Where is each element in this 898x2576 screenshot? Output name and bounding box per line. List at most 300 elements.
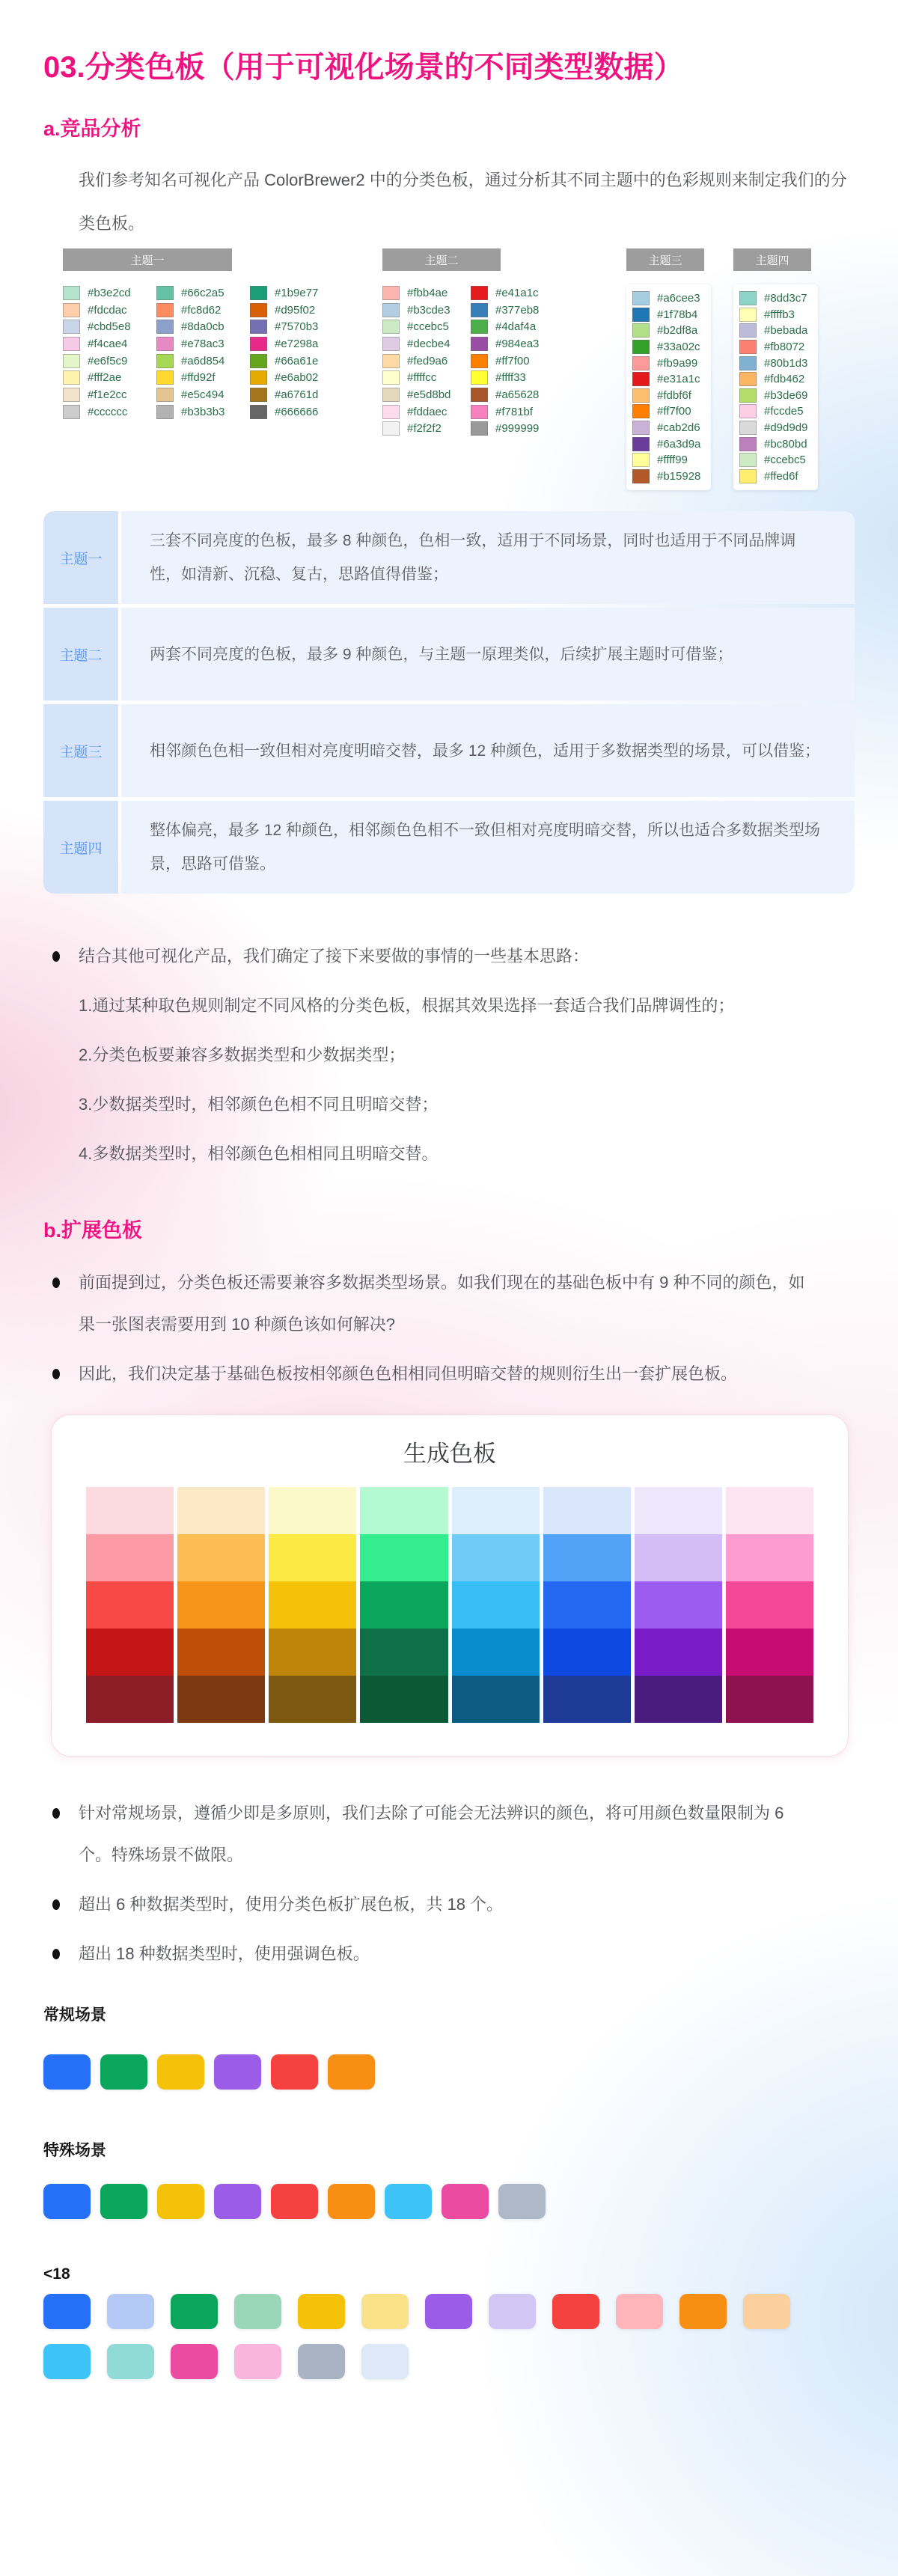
table-row-label: 主题四 (43, 801, 118, 894)
color-swatch (739, 453, 757, 467)
generated-palette-column (543, 1487, 631, 1723)
color-swatch (156, 370, 174, 385)
hex-label: #ffff33 (495, 371, 526, 385)
color-cell (360, 1676, 448, 1723)
color-swatch (43, 2344, 91, 2379)
hex-label: #fdb462 (764, 373, 805, 386)
color-swatch (100, 2184, 147, 2219)
palette-swatch-row (63, 403, 150, 421)
color-swatch (382, 388, 400, 402)
hex-label: #8da0cb (181, 320, 224, 334)
palette-swatch-row (632, 403, 705, 420)
color-swatch (250, 388, 267, 402)
section-b-bullets-2 (43, 1792, 855, 1975)
color-cell (726, 1487, 813, 1534)
palette-swatch-row (632, 323, 705, 339)
hex-label: #33a02c (657, 341, 700, 354)
color-swatch (171, 2294, 218, 2329)
hex-label: #b3cde3 (407, 303, 450, 317)
color-swatch (739, 340, 757, 354)
bullet-item (43, 1133, 855, 1175)
palette-swatch-row (739, 371, 812, 388)
hex-label: #d9d9d9 (764, 421, 808, 435)
bullet-item (43, 1084, 855, 1126)
hex-label: #fff2ae (88, 371, 122, 385)
hex-label: #fbb4ae (407, 286, 448, 299)
color-swatch (156, 337, 174, 351)
palette-columns (733, 284, 818, 490)
color-cell (543, 1676, 631, 1723)
hex-label: #e41a1c (495, 286, 539, 299)
color-swatch (739, 469, 757, 483)
palette-swatch-row (156, 369, 243, 386)
hex-label: #e5c494 (181, 388, 224, 401)
palette-swatch-row (471, 302, 555, 319)
table-row-description: 相邻颜色色相一致但相对亮度明暗交替，最多 12 种颜色，适用于多数据类型的场景，可以借鉴； (121, 704, 855, 797)
palette-column (739, 290, 812, 484)
hex-label: #fb9a99 (657, 356, 698, 370)
hex-label: #1b9e77 (275, 286, 319, 299)
hex-label: #e6ab02 (275, 371, 319, 385)
hex-label: #ffffb3 (764, 308, 795, 321)
color-swatch (632, 421, 650, 435)
palette-group (733, 248, 818, 490)
palette-swatch-row (63, 302, 150, 319)
color-cell (177, 1676, 265, 1723)
section-b-heading: b.扩展色板 (43, 1219, 142, 1242)
hex-label: #666666 (275, 405, 319, 418)
color-cell (360, 1581, 448, 1629)
palette-swatch-row (471, 284, 555, 302)
hex-label: #6a3d9a (657, 437, 701, 451)
generated-palette-column (86, 1487, 174, 1723)
color-swatch (250, 405, 267, 419)
color-swatch (234, 2294, 281, 2329)
color-cell (543, 1581, 631, 1629)
hex-label: #ff7f00 (657, 405, 691, 418)
bullet-text: 结合其他可视化产品，我们确定了接下来要做的事情的一些基本思路： (79, 947, 590, 966)
hex-label: #fed9a6 (407, 354, 448, 367)
color-swatch (471, 303, 488, 317)
hex-label: #4daf4a (495, 320, 537, 334)
usage-sections (43, 2006, 855, 2379)
palette-swatch-row (632, 388, 705, 404)
color-cell (635, 1487, 722, 1534)
bullet-dot (43, 1034, 79, 1076)
palette-swatch-row (739, 323, 812, 339)
color-swatch (632, 372, 650, 386)
generated-palette-card (51, 1414, 849, 1756)
table-row (43, 704, 855, 797)
palette-swatch-row (250, 284, 337, 302)
hex-label: #f4cae4 (88, 337, 128, 350)
bullet-text: 2.分类色板要兼容多数据类型和少数据类型； (79, 1046, 406, 1065)
scene-swatch-row (43, 2344, 855, 2379)
color-swatch (328, 2054, 375, 2090)
section-a-bullets (43, 936, 855, 1175)
generated-palette-grid (86, 1487, 813, 1723)
palette-group (382, 248, 559, 437)
palette-swatch-row (739, 468, 812, 485)
hex-label: #fdbf6f (657, 388, 691, 402)
color-swatch (156, 303, 174, 317)
color-cell (726, 1676, 813, 1723)
color-swatch (100, 2054, 147, 2090)
palette-swatch-row (63, 318, 150, 335)
bullet-item (43, 1933, 855, 1975)
palette-swatch-row (156, 335, 243, 352)
hex-label: #a6d854 (181, 354, 225, 367)
hex-label: #f781bf (495, 405, 534, 418)
color-swatch (385, 2184, 432, 2219)
hex-label: #7570b3 (275, 320, 319, 334)
bullet-dot (43, 1792, 79, 1876)
bullet-dot (43, 1933, 79, 1975)
generated-palette-title: 生成色板 (403, 1441, 496, 1468)
hex-label: #ccebc5 (764, 454, 806, 467)
color-swatch (632, 404, 650, 418)
color-swatch (471, 286, 488, 300)
color-swatch (739, 356, 757, 370)
color-cell (269, 1487, 356, 1534)
hex-label: #cbd5e8 (88, 320, 131, 334)
color-cell (543, 1629, 631, 1676)
generated-palette-column (360, 1487, 448, 1723)
palette-swatch-row (739, 436, 812, 452)
color-swatch (382, 286, 400, 300)
color-cell (452, 1581, 540, 1629)
palette-column (63, 284, 150, 421)
hex-label: #a65628 (495, 388, 540, 401)
color-cell (635, 1534, 722, 1581)
hex-label: #b3de69 (764, 388, 808, 402)
hex-label: #ccebc5 (407, 320, 449, 334)
page (0, 49, 898, 2379)
hex-label: #b15928 (657, 469, 701, 483)
palette-groups (63, 248, 855, 490)
color-cell (86, 1676, 174, 1723)
color-swatch (739, 372, 757, 386)
palette-swatch-row (250, 318, 337, 335)
theme-table (43, 511, 855, 894)
color-swatch (63, 303, 80, 317)
color-swatch (471, 405, 488, 419)
color-swatch (250, 320, 267, 334)
palette-swatch-row (382, 369, 466, 386)
palette-swatch-row (156, 352, 243, 370)
color-cell (269, 1676, 356, 1723)
hex-label: #cab2d6 (657, 421, 700, 435)
palette-swatch-row (471, 369, 555, 386)
palette-swatch-row (63, 335, 150, 352)
color-swatch (471, 370, 488, 385)
color-swatch (425, 2294, 472, 2329)
color-swatch (43, 2294, 91, 2329)
color-swatch (616, 2294, 663, 2329)
hex-label: #80b1d3 (764, 356, 808, 370)
hex-label: #f2f2f2 (407, 422, 442, 436)
color-swatch (743, 2294, 790, 2329)
bullet-text: 超出 18 种数据类型时，使用强调色板。 (79, 1944, 370, 1964)
palette-swatch-row (63, 386, 150, 403)
palette-column (632, 290, 705, 484)
color-cell (452, 1629, 540, 1676)
color-swatch (739, 437, 757, 451)
palette-swatch-row (739, 355, 812, 371)
color-cell (86, 1487, 174, 1534)
palette-column (156, 284, 243, 421)
color-cell (452, 1487, 540, 1534)
bullet-dot (43, 1884, 79, 1926)
hex-label: #377eb8 (495, 303, 540, 317)
bullet-item (43, 1262, 855, 1346)
scene-swatch-row (43, 2294, 855, 2329)
bullet-text: 因此，我们决定基于基础色板按相邻颜色色相相同但明暗交替的规则衍生出一套扩展色板。 (79, 1364, 738, 1384)
color-swatch (632, 323, 650, 338)
palette-swatch-row (382, 352, 466, 370)
palette-swatch-row (250, 403, 337, 421)
color-swatch (739, 404, 757, 418)
hex-label: #999999 (495, 422, 540, 436)
palette-swatch-row (632, 307, 705, 323)
bullet-item (43, 1884, 855, 1926)
color-cell (86, 1534, 174, 1581)
palette-swatch-row (382, 335, 466, 352)
palette-swatch-row (156, 302, 243, 319)
section-a-heading: a.竞品分析 (43, 117, 141, 140)
color-swatch (298, 2344, 345, 2379)
color-swatch (471, 320, 488, 334)
palette-columns (63, 284, 343, 421)
color-swatch (382, 354, 400, 368)
color-swatch (382, 405, 400, 419)
palette-swatch-row (382, 421, 466, 438)
palette-column (382, 284, 466, 437)
palette-swatch-row (382, 403, 466, 421)
palette-swatch-row (739, 290, 812, 307)
color-swatch (250, 337, 267, 351)
palette-swatch-row (63, 284, 150, 302)
color-swatch (632, 388, 650, 403)
palette-group-title: 主题二 (382, 248, 501, 271)
color-swatch (156, 388, 174, 402)
palette-columns (626, 284, 711, 490)
color-cell (726, 1629, 813, 1676)
bullet-dot (43, 1084, 79, 1126)
color-cell (86, 1581, 174, 1629)
color-swatch (382, 303, 400, 317)
color-cell (360, 1629, 448, 1676)
hex-label: #e6f5c9 (88, 354, 128, 367)
palette-swatch-row (632, 420, 705, 436)
hex-label: #ffff99 (657, 454, 688, 467)
generated-palette-column (635, 1487, 722, 1723)
color-swatch (250, 303, 267, 317)
generated-palette-column (726, 1487, 813, 1723)
scene-heading: <18 (43, 2265, 70, 2283)
palette-swatch-row (250, 369, 337, 386)
palette-swatch-row (63, 352, 150, 370)
hex-label: #8dd3c7 (764, 292, 807, 305)
color-swatch (214, 2184, 261, 2219)
hex-label: #e7298a (275, 337, 319, 350)
color-cell (635, 1676, 722, 1723)
palette-group-title: 主题四 (733, 248, 811, 271)
color-swatch (739, 291, 757, 305)
hex-label: #ffffcc (407, 371, 437, 385)
color-swatch (156, 405, 174, 419)
color-swatch (471, 354, 488, 368)
scene-heading: 常规场景 (43, 2006, 106, 2024)
color-swatch (632, 340, 650, 354)
bullet-text: 1.通过某种取色规则制定不同风格的分类色板，根据其效果选择一套适合我们品牌调性的； (79, 996, 735, 1016)
color-swatch (63, 370, 80, 385)
palette-swatch-row (156, 318, 243, 335)
page-title: 03.分类色板（用于可视化场景的不同类型数据） (43, 51, 684, 84)
color-cell (635, 1629, 722, 1676)
hex-label: #1f78b4 (657, 308, 698, 321)
color-cell (726, 1534, 813, 1581)
hex-label: #fddaec (407, 405, 448, 418)
palette-swatch-row (382, 284, 466, 302)
palette-swatch-row (471, 421, 555, 438)
color-swatch (250, 370, 267, 385)
color-swatch (382, 337, 400, 351)
color-swatch (361, 2344, 409, 2379)
color-swatch (679, 2294, 727, 2329)
color-swatch (156, 320, 174, 334)
color-cell (177, 1487, 265, 1534)
color-cell (177, 1534, 265, 1581)
hex-label: #cccccc (88, 405, 128, 418)
generated-palette-column (452, 1487, 540, 1723)
bullet-item (43, 1792, 855, 1876)
color-swatch (489, 2294, 536, 2329)
palette-swatch-row (632, 452, 705, 468)
color-cell (177, 1629, 265, 1676)
palette-swatch-row (632, 355, 705, 371)
bullet-dot (43, 985, 79, 1027)
hex-label: #b3b3b3 (181, 405, 225, 418)
color-swatch (214, 2054, 261, 2090)
color-swatch (471, 337, 488, 351)
hex-label: #ffd92f (181, 371, 216, 385)
table-row-description: 整体偏亮，最多 12 种颜色，相邻颜色色相不一致但相对亮度明暗交替，所以也适合多数据类型场景，思路可借鉴。 (121, 801, 855, 894)
color-cell (86, 1629, 174, 1676)
color-swatch (739, 421, 757, 435)
palette-swatch-row (382, 318, 466, 335)
palette-swatch-row (739, 420, 812, 436)
hex-label: #e31a1c (657, 373, 700, 386)
palette-columns (382, 284, 559, 437)
palette-swatch-row (739, 388, 812, 404)
palette-swatch-row (156, 386, 243, 403)
palette-group-title: 主题一 (63, 248, 232, 271)
bullet-text: 4.多数据类型时，相邻颜色色相相同且明暗交替。 (79, 1144, 439, 1164)
scene-swatch-row (43, 2054, 855, 2090)
table-row (43, 511, 855, 604)
scene-heading: 特殊场景 (43, 2142, 106, 2160)
palette-column (250, 284, 337, 421)
hex-label: #d95f02 (275, 303, 316, 317)
color-swatch (632, 291, 650, 305)
color-swatch (156, 286, 174, 300)
color-swatch (632, 308, 650, 322)
color-cell (269, 1534, 356, 1581)
hex-label: #bebada (764, 324, 808, 338)
color-cell (360, 1487, 448, 1534)
palette-swatch-row (739, 403, 812, 420)
color-swatch (63, 320, 80, 334)
color-cell (177, 1581, 265, 1629)
color-swatch (382, 370, 400, 385)
palette-swatch-row (382, 302, 466, 319)
color-swatch (271, 2054, 318, 2090)
table-row-description: 三套不同亮度的色板，最多 8 种颜色，色相一致，适用于不同场景，同时也适用于不同品牌调性，如清新、沉稳、复古，思路值得借鉴； (121, 511, 855, 604)
bullet-item (43, 936, 855, 977)
bullet-dot (43, 1133, 79, 1175)
bullet-dot (43, 1353, 79, 1395)
section-b-bullets (43, 1262, 855, 1395)
section-a-intro: 我们参考知名可视化产品 ColorBrewer2 中的分类色板，通过分析其不同主题中的色彩规则来制定我们的分类色板。 (79, 171, 847, 233)
bullet-item (43, 1353, 855, 1395)
color-swatch (471, 388, 488, 402)
hex-label: #b3e2cd (88, 286, 131, 299)
hex-label: #ffed6f (764, 469, 798, 483)
color-cell (726, 1581, 813, 1629)
color-swatch (43, 2054, 91, 2090)
palette-column (471, 284, 555, 437)
bullet-text: 超出 6 种数据类型时，使用分类色板扩展色板，共 18 个。 (79, 1895, 504, 1914)
color-swatch (739, 323, 757, 338)
color-swatch (739, 308, 757, 322)
color-swatch (382, 421, 400, 436)
color-swatch (361, 2294, 409, 2329)
palette-group-title: 主题三 (626, 248, 704, 271)
color-cell (452, 1676, 540, 1723)
bullet-item (43, 985, 855, 1027)
color-cell (360, 1534, 448, 1581)
scene-swatch-row (43, 2184, 855, 2219)
bullet-text: 前面提到过，分类色板还需要兼容多数据类型场景。如我们现在的基础色板中有 9 种不同的颜色，如果一张图表需要用到 10 种颜色该如何解决? (79, 1273, 805, 1334)
color-swatch (157, 2054, 204, 2090)
hex-label: #e78ac3 (181, 337, 224, 350)
hex-label: #bc80bd (764, 437, 807, 451)
palette-swatch-row (250, 302, 337, 319)
color-swatch (471, 421, 488, 436)
hex-label: #a6761d (275, 388, 319, 401)
palette-swatch-row (382, 386, 466, 403)
hex-label: #66a61e (275, 354, 319, 367)
bullet-item (43, 1034, 855, 1076)
palette-swatch-row (632, 468, 705, 485)
table-row-label: 主题一 (43, 511, 118, 604)
color-swatch (632, 469, 650, 483)
color-swatch (442, 2184, 489, 2219)
hex-label: #b2df8a (657, 324, 698, 338)
hex-label: #ff7f00 (495, 354, 530, 367)
palette-swatch-row (250, 352, 337, 370)
color-swatch (739, 388, 757, 403)
palette-swatch-row (471, 386, 555, 403)
color-swatch (382, 320, 400, 334)
color-swatch (171, 2344, 218, 2379)
palette-swatch-row (471, 318, 555, 335)
palette-swatch-row (632, 436, 705, 452)
hex-label: #fb8072 (764, 341, 805, 354)
hex-label: #984ea3 (495, 337, 540, 350)
hex-label: #e5d8bd (407, 388, 451, 401)
